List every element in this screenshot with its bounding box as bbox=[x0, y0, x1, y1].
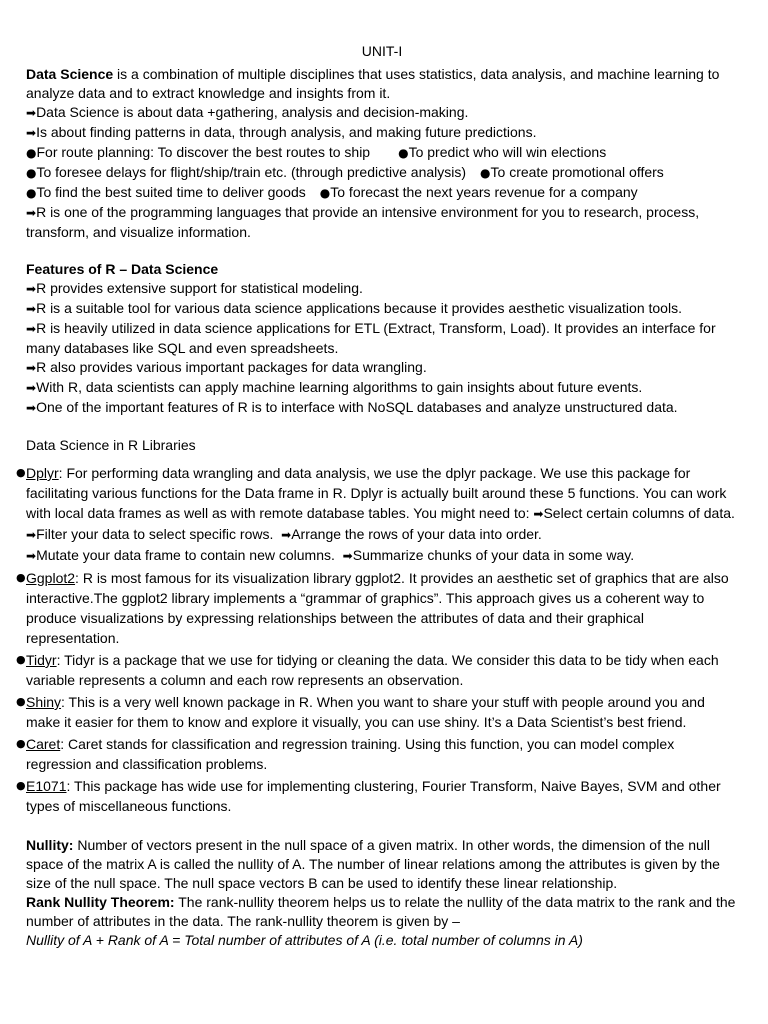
bullet-icon: ● bbox=[480, 166, 491, 180]
intro-bullet-row-2: ●To foresee delays for flight/ship/train etc. (through predictive analysis) ●To create promotional offers bbox=[26, 164, 664, 180]
feature-item: ➡With R, data scientists can apply machine learning algorithms to gain insights about future events. bbox=[26, 379, 643, 395]
library-name: Shiny bbox=[26, 694, 62, 710]
page-title: UNIT-I bbox=[361, 43, 403, 59]
intro-bullet-row-1: ●For route planning: To discover the best routes to ship ●To predict who will win elections bbox=[26, 144, 607, 160]
bullet-icon: ● bbox=[16, 779, 26, 792]
libraries-heading: Data Science in R Libraries bbox=[26, 437, 196, 453]
bullet-icon: ● bbox=[16, 466, 26, 479]
arrow-icon: ➡ bbox=[26, 126, 37, 140]
rank-nullity-paragraph: Rank Nullity Theorem: The rank-nullity theorem helps us to relate the nullity of the data matrix to the rank and the number of attributes in the data. The rank-nullity theorem is given by – bbox=[26, 894, 736, 929]
bullet-icon: ● bbox=[26, 146, 37, 160]
bullet-icon: ● bbox=[16, 695, 26, 708]
arrow-icon: ➡ bbox=[26, 282, 37, 296]
arrow-icon: ➡ bbox=[26, 401, 37, 415]
intro-arrow-3: ➡R is one of the programming languages that provide an intensive environment for you to research, process, transform, and visualize information. bbox=[26, 204, 700, 240]
libraries-list bbox=[16, 463, 738, 816]
arrow-icon: ➡ bbox=[26, 361, 37, 375]
bullet-icon: ● bbox=[16, 653, 26, 666]
feature-item: ➡R is heavily utilized in data science applications for ETL (Extract, Transform, Load). It provides an interface for many databases like SQL and even spreadsheets. bbox=[26, 320, 716, 356]
arrow-icon: ➡ bbox=[342, 549, 353, 563]
intro-bullet-row-3: ●To find the best suited time to deliver goods ●To forecast the next years revenue for a company bbox=[26, 184, 638, 200]
rank-nullity-formula: Nullity of A + Rank of A = Total number of attributes of A (i.e. total number of columns in A) bbox=[26, 932, 583, 948]
feature-item: ➡R provides extensive support for statistical modeling. bbox=[26, 280, 363, 296]
intro-arrow-2: ➡Is about finding patterns in data, through analysis, and making future predictions. bbox=[26, 124, 537, 140]
arrow-icon: ➡ bbox=[26, 322, 37, 336]
library-name: Caret bbox=[26, 736, 61, 752]
bullet-icon: ● bbox=[26, 186, 37, 200]
list-item-dplyr: ● Dplyr: For performing data wrangling and data analysis, we use the dplyr package. We use this package for facilitating various functions for the Data frame in R. Dplyr is actually built around these 5 functions. You can work with local data frames as well as with remote database tables. You might need to: ➡Select certain columns of data. ➡Filter your data to select specific rows. ➡Arrange the rows of your data into order. ➡Mutate your data frame to contain new columns. ➡Summarize chunks of your data in some way. bbox=[16, 465, 735, 563]
intro-text: is a combination of multiple disciplines that uses statistics, data analysis, and machine learning to analyze data and to extract knowledge and insights from it. bbox=[26, 66, 720, 101]
list-item-e1071: ● E1071: This package has wide use for implementing clustering, Fourier Transform, Naive Bayes, SVM and other types of miscellaneous functions. bbox=[16, 778, 721, 814]
arrow-icon: ➡ bbox=[26, 302, 37, 316]
list-item-caret: ● Caret: Caret stands for classification and regression training. Using this function, you can model complex regression and classification problems. bbox=[16, 736, 675, 772]
bullet-icon: ● bbox=[26, 166, 37, 180]
bullet-icon: ● bbox=[16, 571, 26, 584]
bullet-icon: ● bbox=[319, 186, 331, 200]
feature-item: ➡R also provides various important packages for data wrangling. bbox=[26, 359, 427, 375]
bullet-icon: ● bbox=[16, 737, 26, 750]
intro-term: Data Science bbox=[26, 66, 114, 82]
list-item-tidyr: ● Tidyr: Tidyr is a package that we use for tidying or cleaning the data. We consider this data to be tidy when each variable represents a column and each row represents an observation. bbox=[16, 652, 719, 688]
library-name: Ggplot2 bbox=[26, 570, 76, 586]
intro-arrow-1: ➡Data Science is about data +gathering, analysis and decision-making. bbox=[26, 104, 469, 120]
arrow-icon: ➡ bbox=[26, 206, 37, 220]
list-item-shiny: ● Shiny: This is a very well known package in R. When you want to share your stuff with people around you and make it easier for them to know and explore it visually, you can use shiny. It’s a Data Scientist’s best friend. bbox=[16, 694, 705, 730]
library-name: Dplyr bbox=[26, 465, 59, 481]
arrow-icon: ➡ bbox=[281, 528, 292, 542]
list-item-ggplot2: ● Ggplot2: R is most famous for its visualization library ggplot2. It provides an aesthetic set of graphics that are also interactive.The ggplot2 library implements a “grammar of graphics”. This approach gives us a coherent way to produce visualizations by expressing relationships between the attributes of data and their graphical representation. bbox=[16, 570, 729, 646]
feature-item: ➡R is a suitable tool for various data science applications because it provides aesthetic visualization tools. bbox=[26, 300, 682, 316]
arrow-icon: ➡ bbox=[533, 507, 544, 521]
library-name: Tidyr bbox=[26, 652, 57, 668]
features-heading: Features of R – Data Science bbox=[26, 261, 219, 277]
arrow-icon: ➡ bbox=[26, 528, 37, 542]
arrow-icon: ➡ bbox=[26, 549, 37, 563]
bullet-icon: ● bbox=[398, 146, 409, 160]
document-page bbox=[16, 42, 738, 950]
nullity-paragraph: Nullity: Number of vectors present in the null space of a given matrix. In other words, the dimension of the null space of the matrix A is called the nullity of A. The number of linear relations among the attributes is given by the size of the null space. The null space vectors B can be used to identify these linear relationship. bbox=[26, 837, 720, 891]
feature-item: ➡One of the important features of R is to interface with NoSQL databases and analyze unstructured data. bbox=[26, 399, 678, 415]
intro-paragraph bbox=[26, 65, 738, 103]
arrow-icon: ➡ bbox=[26, 106, 37, 120]
library-name: E1071 bbox=[26, 778, 67, 794]
arrow-icon: ➡ bbox=[26, 381, 37, 395]
